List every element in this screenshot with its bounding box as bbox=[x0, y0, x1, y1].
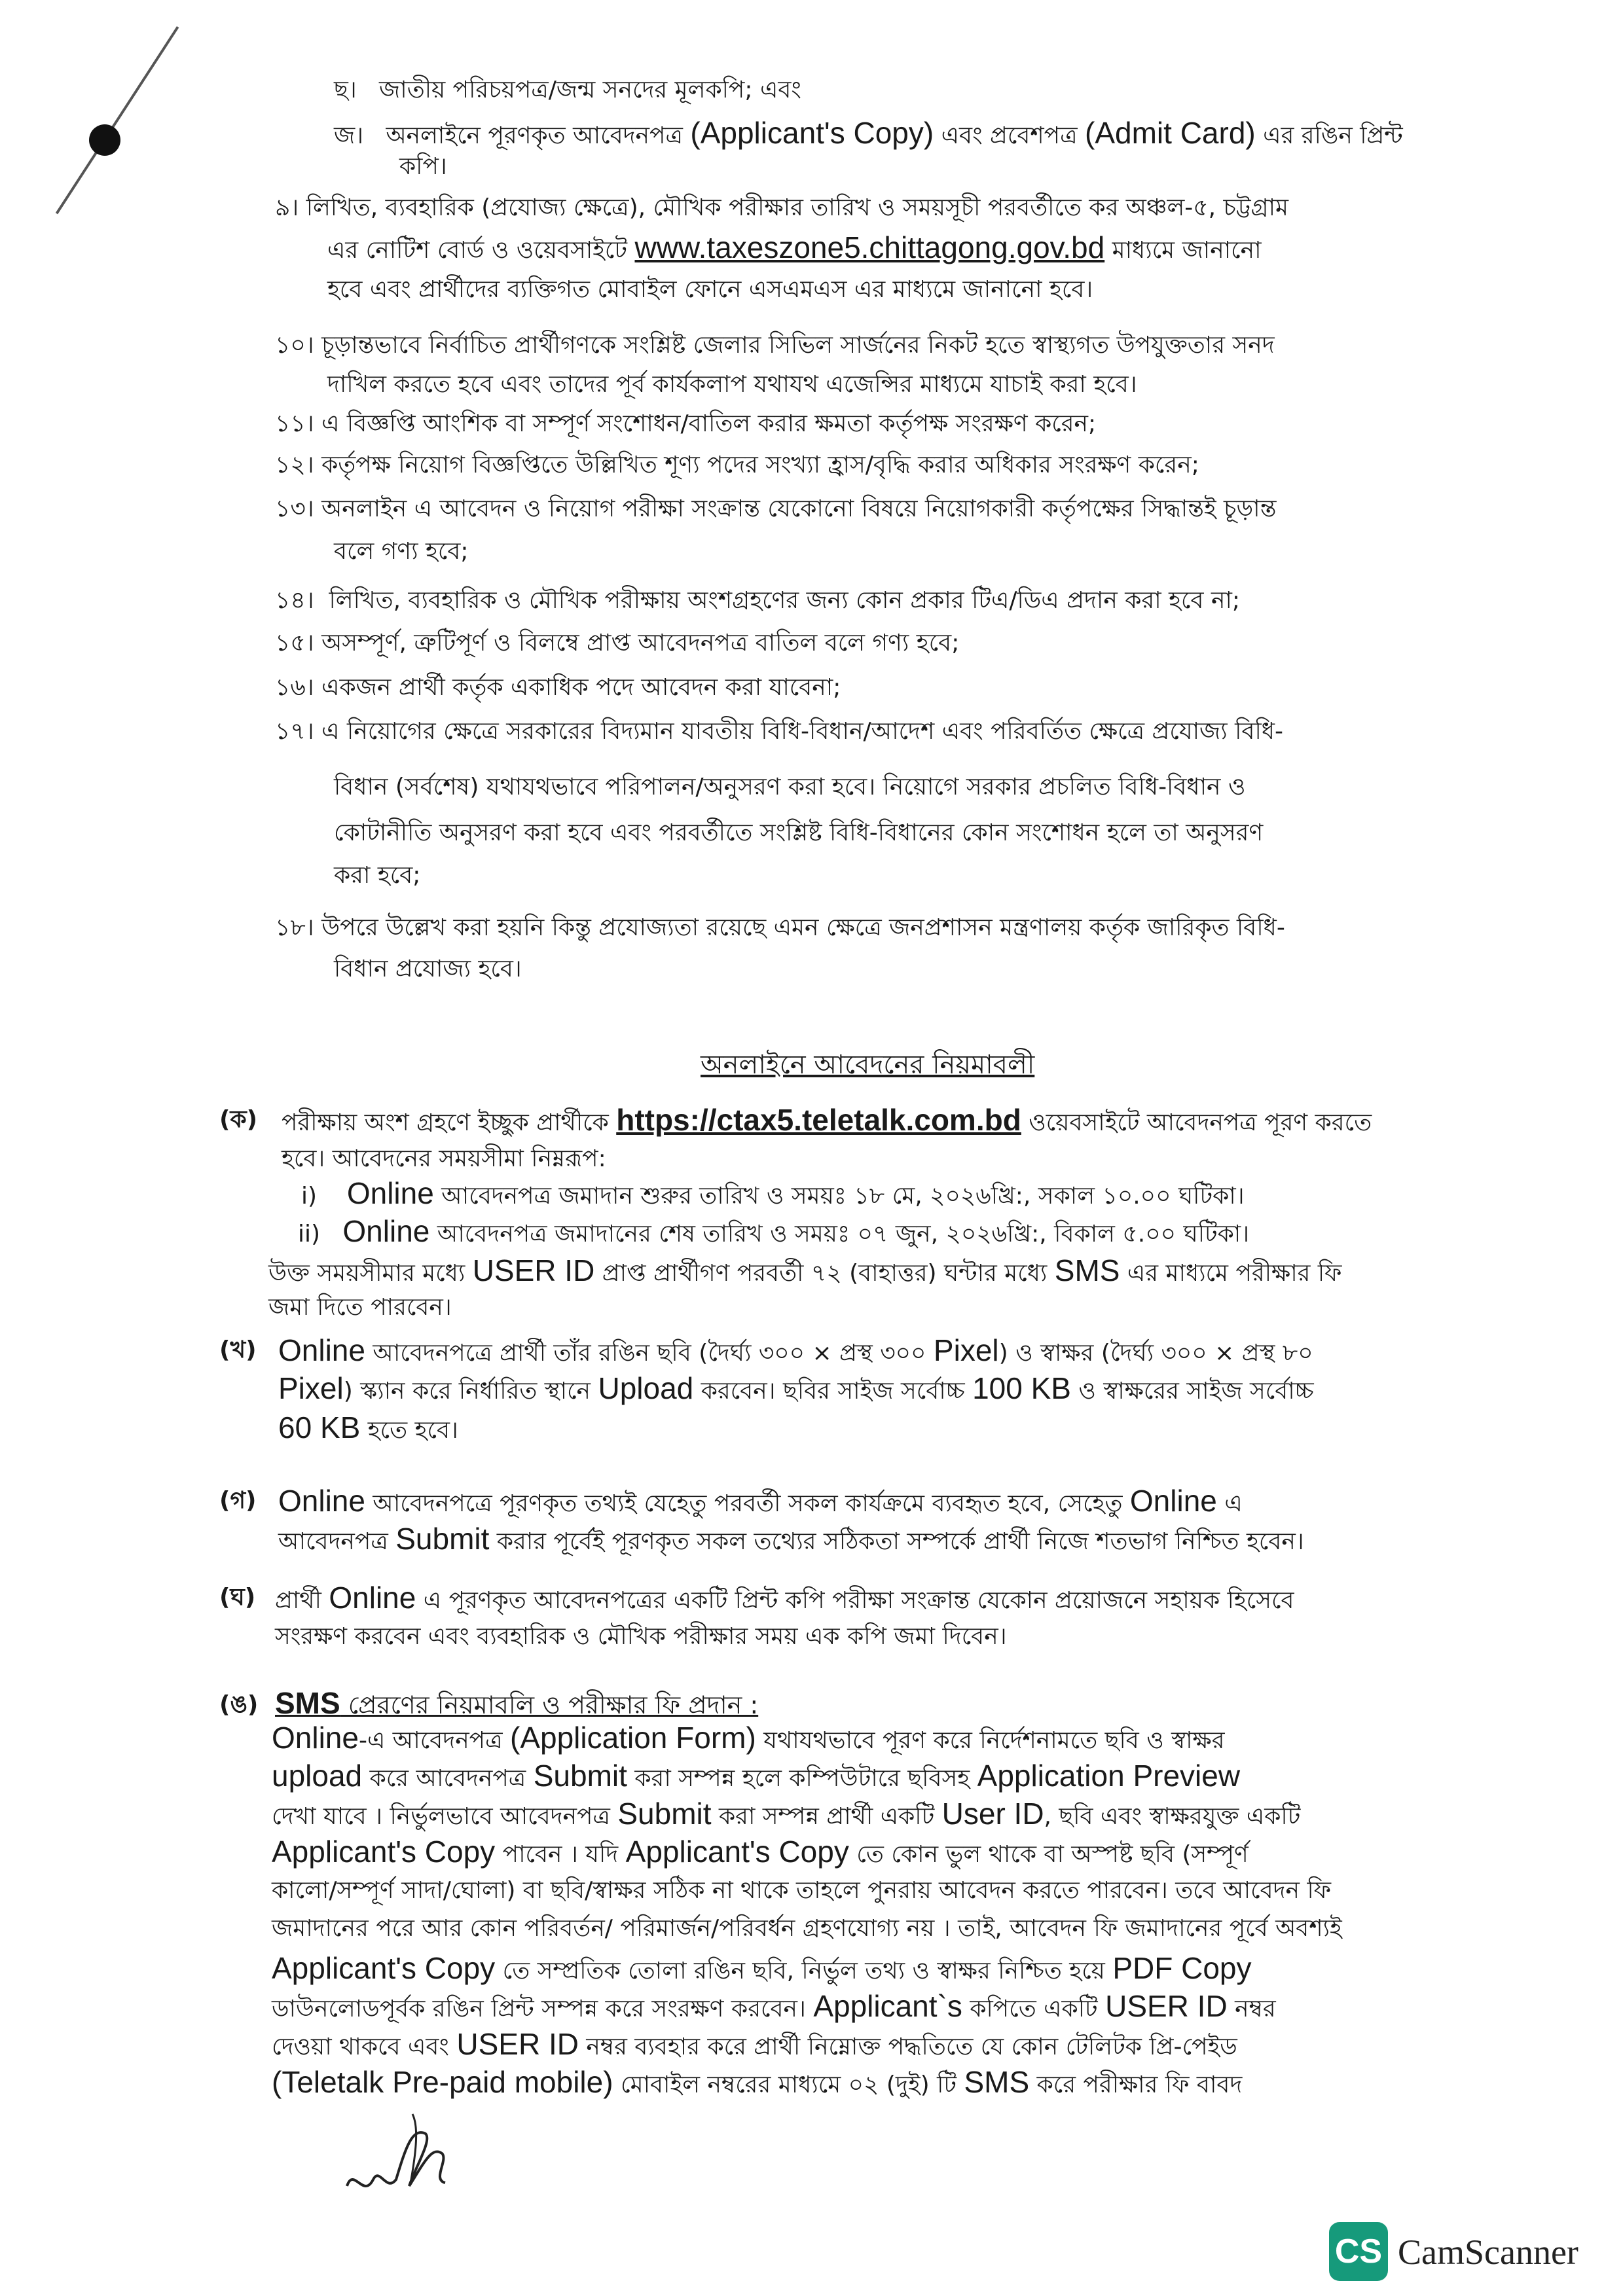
clause-18: ১৮। উপরে উল্লেখ করা হয়নি কিন্তু প্রযোজ্যতা রয়েছে এমন ক্ষেত্রে জনপ্রশাসন মন্ত্রণালয় কর্তৃক জারিকৃত বিধি- bbox=[275, 914, 1285, 941]
clause-15: ১৫। অসম্পূর্ণ, ত্রুটিপূর্ণ ও বিলম্বে প্রাপ্ত আবেদনপত্র বাতিল বলে গণ্য হবে; bbox=[275, 630, 960, 656]
sms-paragraph-segment: মোবাইল নম্বরের মাধ্যমে ০২ (দুই) টি bbox=[613, 2072, 964, 2098]
item-chha: ছ। জাতীয় পরিচয়পত্র/জন্ম সনদের মূলকপি; এবং bbox=[334, 77, 801, 103]
sms-paragraph-line bbox=[272, 1876, 1331, 1906]
clause-9-line2: এর নোটিশ বোর্ড ও ওয়েবসাইটে www.taxeszone5.chittagong.gov.bd মাধ্যমে জানানো bbox=[327, 230, 1262, 264]
sms-paragraph-segment: কপিতে একটি bbox=[962, 1996, 1106, 2022]
point-kha-line1: Online আবেদনপত্রে প্রার্থী তাঁর রঙিন ছবি (দৈর্ঘ্য ৩০০ × প্রস্থ ৩০০ Pixel) ও স্বাক্ষর (দৈর্ঘ্য ৩০০ × প্রস্থ ৮০ bbox=[278, 1333, 1313, 1367]
sms-paragraph-segment: পাবেন । যদি bbox=[495, 1841, 626, 1868]
section-title: অনলাইনে আবেদনের নিয়মাবলী bbox=[701, 1050, 1035, 1080]
clause-12: ১২। কর্তৃপক্ষ নিয়োগ বিজ্ঞপ্তিতে উল্লিখিত শূণ্য পদের সংখ্যা হ্রাস/বৃদ্ধি করার অধিকার সংরক্ষণ করেন; bbox=[275, 452, 1199, 478]
signature-mark bbox=[334, 2108, 484, 2206]
sms-paragraph-segment: Applicant's Copy bbox=[272, 1951, 496, 1985]
sms-paragraph-line bbox=[272, 1953, 1252, 1986]
sms-heading: SMS প্রেরণের নিয়মাবলি ও পরীক্ষার ফি প্রদান : bbox=[275, 1686, 759, 1720]
point-uma-marker: (ঙ) bbox=[219, 1691, 259, 1718]
sms-paragraph-segment: তে সম্প্রতিক তোলা রঙিন ছবি, নির্ভুল তথ্য ও স্বাক্ষর নিশ্চিত হয়ে bbox=[495, 1958, 1113, 1984]
sms-paragraph-segment: Online bbox=[272, 1721, 359, 1755]
sms-paragraph-line bbox=[272, 1991, 1276, 2024]
sms-paragraph-segment: দেখা যাবে । নির্ভুলভাবে আবেদনপত্র bbox=[272, 1803, 618, 1830]
sms-paragraph-line bbox=[272, 1723, 1225, 1756]
sms-paragraph-line bbox=[272, 1761, 1240, 1794]
point-gha-line2: সংরক্ষণ করবেন এবং ব্যবহারিক ও মৌখিক পরীক্ষার সময় এক কপি জমা দিবেন। bbox=[275, 1623, 1007, 1650]
sms-paragraph-segment: Application Preview bbox=[977, 1759, 1241, 1793]
point-gha-marker: (ঘ) bbox=[219, 1584, 256, 1611]
sms-paragraph-line bbox=[272, 1914, 1342, 1944]
point-kha-marker: (খ) bbox=[219, 1336, 257, 1363]
sms-paragraph-segment: USER ID bbox=[1105, 1989, 1228, 2023]
item-ja: জ। অনলাইনে পূরণকৃত আবেদনপত্র (Applicant's Copy) এবং প্রবেশপত্র (Admit Card) এর রঙিন প্রিন্ট bbox=[334, 116, 1403, 150]
clause-10: ১০। চূড়ান্তভাবে নির্বাচিত প্রার্থীগণকে সংশ্লিষ্ট জেলার সিভিল সার্জনের নিকট হতে স্বাস্থ্যগত উপযুক্ততার সনদ bbox=[275, 332, 1275, 359]
sms-paragraph-segment: PDF Copy bbox=[1112, 1951, 1252, 1985]
clause-10-line2: দাখিল করতে হবে এবং তাদের পূর্ব কার্যকলাপ যথাযথ এজেন্সির মাধ্যমে যাচাই করা হবে। bbox=[327, 371, 1137, 398]
clause-18-line2: বিধান প্রযোজ্য হবে। bbox=[334, 956, 522, 982]
sms-paragraph-line bbox=[272, 1799, 1300, 1832]
sms-paragraph-segment: upload bbox=[272, 1759, 363, 1793]
sms-paragraph-segment: দেওয়া থাকবে এবং bbox=[272, 2034, 457, 2060]
scan-edge-line bbox=[56, 26, 179, 214]
camscanner-label: CamScanner bbox=[1398, 2233, 1578, 2272]
clause-9-line3: হবে এবং প্রার্থীদের ব্যক্তিগত মোবাইল ফোনে এসএমএস এর মাধ্যমে জানানো হবে। bbox=[327, 276, 1093, 303]
sms-paragraph-segment: নম্বর bbox=[1227, 1996, 1276, 2022]
point-gha-line1: প্রার্থী Online এ পূরণকৃত আবেদনপত্রের একটি প্রিন্ট কপি পরীক্ষা সংক্রান্ত যেকোন প্রয়োজনে সহায়ক হিসেবে bbox=[275, 1581, 1294, 1615]
sms-paragraph-segment: করা সম্পন্ন হলে কম্পিউটারে ছবিসহ bbox=[627, 1765, 977, 1792]
sms-paragraph-segment: করে পরীক্ষার ফি বাবদ bbox=[1029, 2072, 1243, 2098]
sms-paragraph-segment: Submit bbox=[617, 1797, 712, 1831]
sms-paragraph-segment: User ID bbox=[941, 1797, 1044, 1831]
sms-paragraph-segment: জমাদানের পরে আর কোন পরিবর্তন/ পরিমার্জন/পরিবর্ধন গ্রহণযোগ্য নয় । তাই, আবেদন ফি জমাদানের পূর্বে অবশ্যই bbox=[272, 1915, 1342, 1942]
sms-paragraph-segment: SMS bbox=[964, 2065, 1030, 2099]
clause-14: ১৪। লিখিত, ব্যবহারিক ও মৌখিক পরীক্ষায় অংশগ্রহণের জন্য কোন প্রকার টিএ/ডিএ প্রদান করা হবে না; bbox=[275, 587, 1241, 614]
sms-paragraph-segment: নম্বর ব্যবহার করে প্রার্থী নিম্নোক্ত পদ্ধতিতে যে কোন টেলিটক প্রি-পেইড bbox=[578, 2034, 1237, 2060]
sms-paragraph-line bbox=[272, 1837, 1249, 1870]
point-ka-marker: (ক) bbox=[219, 1106, 258, 1133]
point-kha-line2: Pixel) স্ক্যান করে নির্ধারিত স্থানে Upload করবেন। ছবির সাইজ সর্বোচ্চ 100 KB ও স্বাক্ষরের সাইজ সর্বোচ্চ bbox=[278, 1371, 1314, 1405]
point-ga-marker: (গ) bbox=[219, 1487, 257, 1514]
sms-paragraph-segment: Applicant's Copy bbox=[625, 1835, 849, 1869]
clause-17-line2: বিধান (সর্বশেষ) যথাযথভাবে পরিপালন/অনুসরণ করা হবে। নিয়োগে সরকার প্রচলিত বিধি-বিধান ও bbox=[334, 774, 1246, 800]
sms-paragraph-segment: Applicant`s bbox=[813, 1989, 962, 2023]
sms-paragraph-segment: (Application Form) bbox=[510, 1721, 756, 1755]
clause-16: ১৬। একজন প্রার্থী কর্তৃক একাধিক পদে আবেদন করা যাবেনা; bbox=[275, 674, 841, 701]
sms-paragraph-segment: তে কোন ভুল থাকে বা অস্পষ্ট ছবি (সম্পূর্ণ bbox=[848, 1841, 1249, 1868]
sms-paragraph-line bbox=[272, 2029, 1237, 2062]
point-ka-line1: পরীক্ষায় অংশ গ্রহণে ইচ্ছুক প্রার্থীকে https://ctax5.teletalk.com.bd ওয়েবসাইটে আবেদনপত্র পূরণ করতে bbox=[282, 1103, 1372, 1137]
point-ga-line2: আবেদনপত্র Submit করার পূর্বেই পূরণকৃত সকল তথ্যের সঠিকতা সম্পর্কে প্রার্থী নিজে শতভাগ নিশ্চিত হবেন। bbox=[278, 1522, 1304, 1556]
sms-paragraph-segment: Submit bbox=[533, 1759, 627, 1793]
sms-paragraph-segment: কালো/সম্পূর্ণ সাদা/ঘোলা) বা ছবি/স্বাক্ষর সঠিক না থাকে তাহলে পুনরায় আবেদন করতে পারবেন। তবে আবেদন ফি bbox=[272, 1877, 1332, 1904]
clause-17-line3: কোটানীতি অনুসরণ করা হবে এবং পরবর্তীতে সংশ্লিষ্ট বিধি-বিধানের কোন সংশোধন হলে তা অনুসরণ bbox=[334, 819, 1264, 846]
sms-paragraph-segment: করে আবেদনপত্র bbox=[362, 1765, 534, 1792]
punch-hole bbox=[89, 124, 120, 156]
sms-paragraph-segment: -এ আবেদনপত্র bbox=[358, 1727, 511, 1754]
point-ga-line1: Online আবেদনপত্রে পূরণকৃত তথ্যই যেহেতু পরবর্তী সকল কার্যক্রমে ব্যবহৃত হবে, সেহেতু Online এ bbox=[278, 1484, 1243, 1518]
point-ka-line6: জমা দিতে পারবেন। bbox=[268, 1294, 452, 1321]
item-ja-cont: কপি। bbox=[399, 153, 447, 180]
point-ka-ii: ii) Online আবেদনপত্র জমাদানের শেষ তারিখ ও সময়ঃ ০৭ জুন, ২০২৬খ্রি:, বিকাল ৫.০০ ঘটিকা। bbox=[298, 1214, 1250, 1248]
clause-11: ১১। এ বিজ্ঞপ্তি আংশিক বা সম্পূর্ণ সংশোধন/বাতিল করার ক্ষমতা কর্তৃপক্ষ সংরক্ষণ করেন; bbox=[275, 410, 1097, 437]
clause-13-line2: বলে গণ্য হবে; bbox=[334, 538, 469, 565]
sms-paragraph-segment: , ছবি এবং স্বাক্ষরযুক্ত একটি bbox=[1044, 1803, 1301, 1830]
clause-17: ১৭। এ নিয়োগের ক্ষেত্রে সরকারের বিদ্যমান যাবতীয় বিধি-বিধান/আদেশ এবং পরিবর্তিত ক্ষেত্রে প্রযোজ্য বিধি- bbox=[275, 718, 1283, 745]
clause-17-line4: করা হবে; bbox=[334, 862, 421, 889]
sms-paragraph-segment: (Teletalk Pre-paid mobile) bbox=[272, 2065, 613, 2099]
sms-paragraph-segment: Applicant's Copy bbox=[272, 1835, 496, 1869]
sms-paragraph-segment: USER ID bbox=[456, 2027, 579, 2061]
point-ka-i: i) Online আবেদনপত্র জমাদান শুরুর তারিখ ও সময়ঃ ১৮ মে, ২০২৬খ্রি:, সকাল ১০.০০ ঘটিকা। bbox=[301, 1176, 1245, 1210]
sms-paragraph-segment: করা সম্পন্ন প্রার্থী একটি bbox=[711, 1803, 942, 1830]
sms-paragraph-segment: ডাউনলোডপূর্বক রঙিন প্রিন্ট সম্পন্ন করে সংরক্ষণ করবেন। bbox=[272, 1996, 814, 2022]
sms-paragraph-segment: যথাযথভাবে পূরণ করে নির্দেশনামতে ছবি ও স্বাক্ষর bbox=[756, 1727, 1225, 1754]
clause-9: ৯। লিখিত, ব্যবহারিক (প্রযোজ্য ক্ষেত্রে), মৌখিক পরীক্ষার তারিখ ও সময়সূচী পরবর্তীতে কর অঞ্চল-৫, চট্টগ্রাম bbox=[275, 194, 1289, 221]
sms-paragraph-line bbox=[272, 2067, 1242, 2100]
point-ka-line2: হবে। আবেদনের সময়সীমা নিম্নরূপ: bbox=[282, 1145, 606, 1172]
camscanner-logo-icon: CS bbox=[1329, 2222, 1388, 2281]
clause-13: ১৩। অনলাইন এ আবেদন ও নিয়োগ পরীক্ষা সংক্রান্ত যেকোনো বিষয়ে নিয়োগকারী কর্তৃপক্ষের সিদ্ধান্তই চূড়ান্ত bbox=[275, 495, 1277, 522]
point-kha-line3: 60 KB হতে হবে। bbox=[278, 1410, 458, 1444]
point-ka-line5: উক্ত সময়সীমার মধ্যে USER ID প্রাপ্ত প্রার্থীগণ পরবর্তী ৭২ (বাহাত্তর) ঘন্টার মধ্যে SMS এর মাধ্যমে পরীক্ষার ফি bbox=[268, 1253, 1342, 1287]
